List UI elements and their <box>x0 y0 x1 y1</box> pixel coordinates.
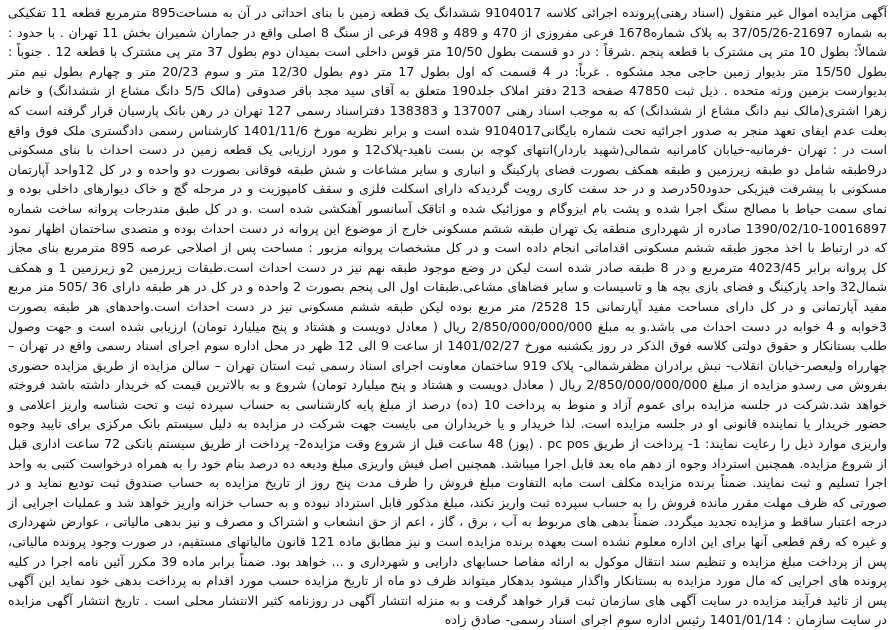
auction-notice-body: آگهی مزایده اموال غیر منقول (اسناد رهنی)پرونده اجرائی کلاسه 9104017 ششدانگ یک قطعه زمین با بنای احداثی در آن به مساحت895 مترمربع قطعه 11 تفکیکی به شماره 21697-37/05/26 به پلاک شماره1678 فرعی مفروزی از 470 و 489 و 498 فرعی از سنگ 8 اصلی واقع در جماران شمیران بخش 11 تهران . با حدود : شمالاً: بطول 10 متر پی مشترک با قطعه پنجم .شرقاً : در دو قسمت بطول 10/50 متر قوس داخلی است بمیدان دوم بطول 37 متر پی مشترک با قطعه 12 . جنوباً : بطول 15/50 متر بدیوار زمین حاجی مجد مشکوه . غرباً: در 4 قسمت که اول بطول 17 متر دوم بطول 12/30 متر و سوم 20/23 متر و چهارم بطول نیم متر بدیوارست بزمین ورثه متحده . ذیل ثبت 47850 صفحه 213 دفتر املاک جلد190 متعلق به آقای سید مجد باقر صدوقی (مالک 5/5 دانگ مشاع از ششدانگ) و خانم زهرا اشتری(مالک نیم دانگ مشاع از ششدانگ) که به موجب اسناد رهنی 137007 و 138383 دفتراسناد رسمی 127 تهران در رهن بانک پارسیان قرار گرفته است که بعلت عدم ایفای تعهد منجر به صدور اجرائیه تحت شماره بایگانی9104017 شده است و برابر نظریه مورخ 1401/11/6 کارشناس رسمی دادگستری ملک فوق واقع است در : تهران -فرمانیه-خیابان کامرانیه شمالی(شهید باردار)انتهای کوچه بن بست ناهید-پلاک12 و مورد ارزیابی یک قطعه زمین در دست احداث با بنای مسکونی در9طبقه شامل دو طبقه زیرزمین و طبقه همکف بصورت فضای پارکینگ و انباری و سایر مشاعات و شش طبقه فوقانی بصورت دو واحده و در کل 12واحد آپارتمان مسکونی با پیشرفت فیزیکی حدود50درصد و در حد سفت کاری رویت گردیدکه دارای اسکلت فلزی و سقف کامپوزیت و در مرحله گچ و خاک دیوارهای داخلی بوده و نمای سمت حیاط با مصالح سنگ اجرا شده و پشت بام ایزوگام و موزائیک شده و اتاقک آسانسور آهنکشی شده است .و در کل طبق مندرجات پروانه ساخت شماره 10016897-1390/02/10 صادره از شهرداری منطقه یک تهران طبقه ششم مسکونی خارج از موضوع این پروانه در دست احداث بوده و متصدی ساختمان اظهار نمود که در ارتباط با اخذ مجوز طبقه ششم مسکونی اقداماتی انجام داده است و در کل مشخصات پروانه مزبور : مساحت پس از اصلاحی عرصه 895 مترمربع بنای مجاز کل پروانه برابر 4023/45 مترمربع و در 8 طبقه صادر شده است لیکن در وضع موجود طبقه نهم نیز در دست احداث است.طبقات زیرزمین 2و زیرزمین 1 و همکف شمال32 واحد پارکینگ و فضای بازی بچه ها و تاسیسات و سایر فضاهای مشاعی.طبقات اول الی پنجم بصورت 2 واحده و در کل در هر طبقه دارای 36 /505 متر مربع مفید آپارتمانی و در کل دارای مساحت مفید آپارتمانی 15 2528/ متر مربع بوده لیکن طبقه ششم مسکونی نیز در دست احداث است.واحدهای هر طبقه بصورت 3خوابه و 4 خوابه در دست احداث می باشد.و به مبلغ 2/850/000/000/000 ریال ( معادل دویست و هشتاد و پنج میلیارد تومان) ارزیابی شده است و جهت وصول طلب بستانکار و حقوق دولتی کلاسه فوق الذکر در روز یکشنبه مورخ 1401/02/27 از ساعت 9 الی 12 ظهر در محل اداره سوم اجرای اسناد رسمی واقع در تهران – چهارراه ولیعصر-خیابان انقلاب- نبش برادران مظفرشمالی- پلاک 919 ساختمان معاونت اجرای اسناد رسمی ثبت استان تهران – سالن مزایده از طریق مزایده حضوری بفروش می رسدو مزایده از مبلغ 2/850/000/000/000 ریال ( معادل دویست و هشتاد و پنج میلیارد تومان) شروع و به بالاترین قیمت که خریدار داشته باشد فروخته خواهد شد.شرکت در جلسه مزایده برای عموم آزاد و منوط به پرداخت 10 (ده) درصد از مبلغ پایه کارشناسی به حساب سپرده ثبت و تحت شناسه واریز اعلامی و حضور خریدار یا نماینده قانونی او در جلسه مزایده است. لذا خریدار و یا خریداران می بایست جهت شرکت در مزایده به دلیل سیستم بانک مرکزی برای تایید وجوه واریزی موارد ذیل را رعایت نمایند: 1- پرداخت از طریق pc pos . (پوز) 48 ساعت قبل از شروع وقت مزایده2- پرداخت از طریق سیستم بانکی 72 ساعت اداری قبل از شروع مزایده. همچنین استرداد وجوه از دهم ماه بعد قابل اجرا میباشد. همچنین اصل فیش واریزی مبلغ ودیعه ده درصد بنام خود را به همراه درخواست کتبی به واحد اجرا تسلیم و ثبت نمایند. ضمناً برنده مزایده مکلف است مابه التفاوت مبلغ فروش را ظرف مدت پنج روز از تاریخ مزایده به حساب صندوق ثبت تودیع نماید و در صورتی که ظرف مهلت مقرر مانده فروش را به حساب سپرده ثبت واریز نکند، مبلغ مذکور قابل استرداد نبوده و به حساب خزانه واریز خواهد شد و عملیات اجرایی از درجه اعتبار ساقط و مزایده تجدید میگردد. ضمناً بدهی های مربوط به آب ، برق ، گاز ، اعم از حق انشعاب و اشتراک و مصرف و نیز بدهی مالیاتی ، عوارض شهرداری و غیره که رقم قطعی آنها برای این اداره معلوم نشده است بعهده برنده مزایده است و نیز مطابق ماده 121 قانون مالیاتهای مستقیم، در صورت وجود پرونده مالیاتی، پس از پرداخت مبلغ مزایده و تنظیم سند انتقال موکول به ارائه مفاصا حسابهای دارایی و شهرداری و ... خواهد بود. ضمناً برابر ماده 39 مکرر آئین نامه اجرا در کلیه پرونده های اجرایی که مال مورد مزایده به بستانکار واگذار میشود بدهکار میتواند ظرف دو ماه از تاریخ مزایده حسب مورد اقدام به پرداخت بدهی خود نماید این آگهی پس از تائید فرآیند مزایده در سایت آگهی های سازمان ثبت قرار خواهد گرفت و به منزله انتشار آگهی در روزنامه کثیر الانتشار محلی است . تاریخ انتشار آگهی مزایده در سایت سازمان : 1401/01/14 رئیس اداره سوم اجرای اسناد رسمی- صادق زاده <box>8 5 888 628</box>
